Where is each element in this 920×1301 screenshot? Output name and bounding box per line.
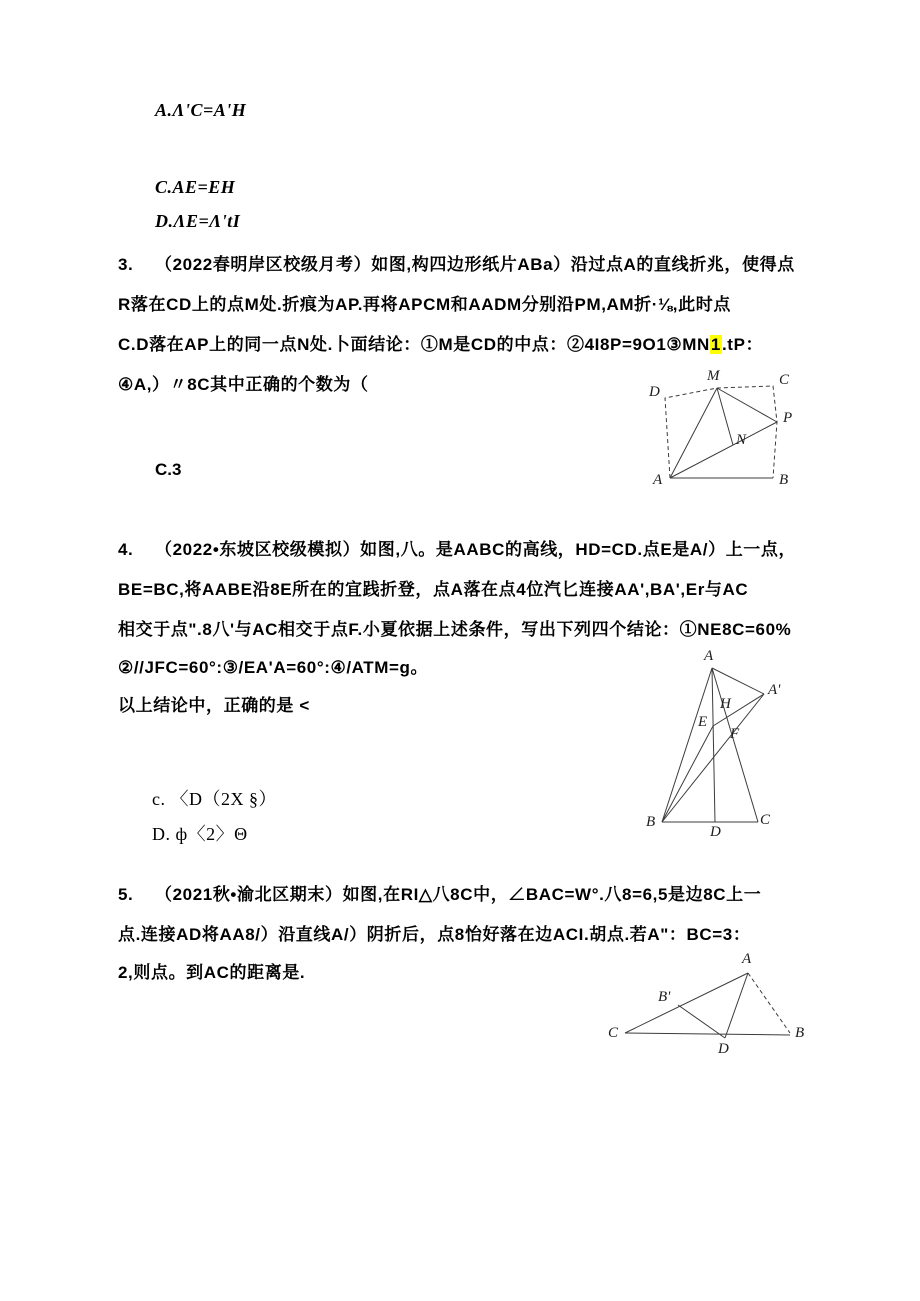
q4-vertex-label-b: B: [646, 814, 656, 830]
q4-option-c: c. 〈D（2X §）: [152, 789, 277, 809]
q5-vertex-label-c: C: [608, 1025, 619, 1041]
q5-line-2-text: 点.连接AD将AA8/）沿直线A/）阴折后，点8怡好落在边ACI.胡点.若A"：BC=3：: [118, 925, 751, 944]
q4-line-1-text: （2022•东坡区校级模拟）如图,八。是AABC的高线，HD=CD.点E是A/）上一点，: [155, 540, 797, 559]
q3-figure: [645, 370, 800, 495]
q3-option-c: C.3: [155, 460, 182, 479]
q3-vertex-label-p: P: [783, 410, 793, 426]
q5-line-1: [118, 880, 761, 905]
q3-figure-drawing: [645, 370, 800, 495]
q3-line-2-text: R落在CD上的点M处.折痕为AP.再将APCM和AADM分别沿PM,AM折·⅛,此时点: [118, 295, 731, 314]
option-a-label: A.Λ'C=A'H: [155, 100, 247, 120]
q3-number: 3.: [118, 255, 134, 274]
q5-vertex-label-a: A: [742, 951, 752, 967]
q4-line-3: [118, 615, 791, 640]
q4-vertex-label-e: E: [698, 714, 708, 730]
q4-vertex-label-c: C: [760, 812, 771, 828]
q3-line-4-text: ④A,）〃8C其中正确的个数为（: [118, 375, 369, 394]
q3-vertex-label-n: N: [736, 432, 747, 448]
q3-vertex-label-b: B: [779, 472, 789, 488]
q5-figure-drawing: [598, 945, 813, 1070]
q4-vertex-label-a: A: [704, 648, 714, 664]
q4-figure-drawing: [640, 642, 795, 842]
q3-vertex-label-m: M: [707, 368, 720, 384]
q3-vertex-label-c: C: [779, 372, 790, 388]
q3-line-2: [118, 290, 731, 315]
q5-vertex-label-d: D: [718, 1041, 729, 1057]
q3-line-3: [118, 330, 763, 355]
q3-line-4: [118, 370, 369, 395]
option-d-label: D.ΛE=Λ'tI: [155, 211, 241, 231]
q5-figure: [598, 945, 813, 1070]
q3-line-3-pre: C.D落在AP上的同一点N处.卜面结论：①M是CD的中点：②4I8P=9O1③MN: [118, 335, 710, 354]
q4-figure: [640, 642, 795, 842]
q5-number: 5.: [118, 885, 134, 904]
q5-line-2: [118, 920, 750, 945]
q3-line-3-post: .tP：: [721, 335, 764, 354]
q5-line-3: [118, 958, 305, 983]
q4-line-4: [118, 653, 428, 678]
q3-vertex-label-a: A: [653, 472, 663, 488]
q4-line-5-text: 以上结论中，正确的是 <: [118, 696, 310, 715]
q4-vertex-label-h: H: [720, 696, 731, 712]
q4-line-2-text: BE=BC,将AABE沿8E所在的宜践折登，点A落在点4位汽匕连接AA',BA',Er与AC: [118, 580, 749, 599]
q5-vertex-label-b: B: [795, 1025, 805, 1041]
q5-line-3-text: 2,则点。到AC的距离是.: [118, 963, 306, 982]
q4-line-3-text: 相交于点".8八'与AC相交于点F.小夏依据上述条件，写出下列四个结论：①NE8C=60%: [118, 620, 792, 639]
q3-line-3-highlight: 1: [710, 335, 721, 354]
q4-vertex-label-a-prime: A': [768, 682, 781, 698]
q4-line-5: [118, 691, 310, 716]
q5-vertex-label-b-prime: B': [658, 989, 671, 1005]
q4-line-2: [118, 575, 748, 600]
option-c-label: C.AE=EH: [155, 177, 236, 197]
q5-line-1-text: （2021秋•渝北区期末）如图,在RI△八8C中，∠BAC=W°.八8=6,5是边8C上一: [155, 885, 762, 904]
q3-line-1: [118, 250, 795, 275]
q4-option-d: D. ф〈2〉Θ: [152, 824, 248, 844]
q4-line-4-text: ②//JFC=60°:③/EA'A=60°:④/ATM=g。: [118, 658, 429, 677]
q4-line-1: [118, 535, 796, 560]
q4-vertex-label-f: F: [730, 726, 740, 742]
q3-line-1-text: （2022春明岸区校级月考）如图,构四边形纸片ABa）沿过点A的直线折兆，使得点: [155, 255, 795, 274]
q4-vertex-label-d: D: [710, 824, 721, 840]
q3-vertex-label-d: D: [649, 384, 660, 400]
q4-number: 4.: [118, 540, 134, 559]
